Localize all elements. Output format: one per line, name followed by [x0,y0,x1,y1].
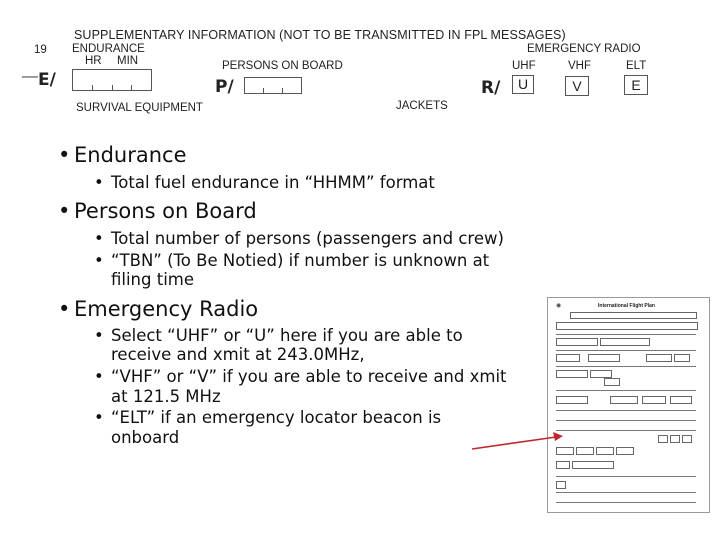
vhf-checkbox[interactable]: V [565,76,589,96]
uhf-checkbox[interactable]: U [512,75,534,94]
sub-bullet-dot: • [94,326,104,345]
emergency-radio-label: EMERGENCY RADIO [527,43,641,55]
sub-bullet-uhf-line1: Select “UHF” or “U” here if you are able to [111,326,463,345]
arrow-head [553,432,563,441]
sub-bullet-persons-total: Total number of persons (passengers and crew) [111,229,504,248]
hr-label: HR [85,55,102,67]
sub-bullet-vhf-line2: at 121.5 MHz [111,387,221,406]
survival-equipment-label: SURVIVAL EQUIPMENT [76,102,203,114]
form-section-title: SUPPLEMENTARY INFORMATION (NOT TO BE TRANSMITTED IN FPL MESSAGES) [74,28,566,42]
radio-prefix: R/ [481,78,501,98]
arrow-line [472,437,556,449]
sub-bullet-dot: • [94,229,104,248]
sub-bullet-endurance-format: Total fuel endurance in “HHMM” format [111,173,435,192]
sub-bullet-dot: • [94,251,104,270]
bullet-persons-title: Persons on Board [74,199,257,223]
sub-bullet-vhf-line1: “VHF” or “V” if you are able to receive and xmit [111,367,507,386]
endurance-prefix: E/ [38,70,56,90]
elt-checkbox[interactable]: E [624,75,648,95]
endurance-label: ENDURANCE [72,43,145,55]
bullet-dot: • [58,297,71,321]
sub-bullet-persons-tbn-line2: filing time [111,270,195,289]
sub-bullet-uhf-line2: receive and xmit at 243.0MHz, [111,345,365,364]
thumbnail-title: International Flight Plan [598,303,655,309]
bullet-dot: • [58,199,71,223]
sub-bullet-elt-line1: “ELT” if an emergency locator beacon is [111,408,442,427]
elt-label: ELT [626,60,647,72]
sub-bullet-persons-tbn-line1: “TBN” (To Be Notied) if number is unknown at [111,251,490,270]
bullet-emergency-radio-title: Emergency Radio [74,297,259,321]
min-label: MIN [117,55,139,67]
faa-seal-icon: ◉ [556,303,562,309]
sub-bullet-dot: • [94,173,104,192]
bullet-endurance-title: Endurance [74,143,187,167]
sub-bullet-dot: • [94,367,104,386]
persons-prefix: P/ [215,77,234,97]
item-number: 19 [34,44,47,56]
uhf-label: UHF [512,60,536,72]
bullet-dot: • [58,143,71,167]
persons-on-board-label: PERSONS ON BOARD [222,60,343,72]
dash-mark: — [22,68,38,85]
sub-bullet-dot: • [94,408,104,427]
vhf-label: VHF [568,60,591,72]
sub-bullet-elt-line2: onboard [111,428,180,447]
jackets-label: JACKETS [396,100,448,112]
